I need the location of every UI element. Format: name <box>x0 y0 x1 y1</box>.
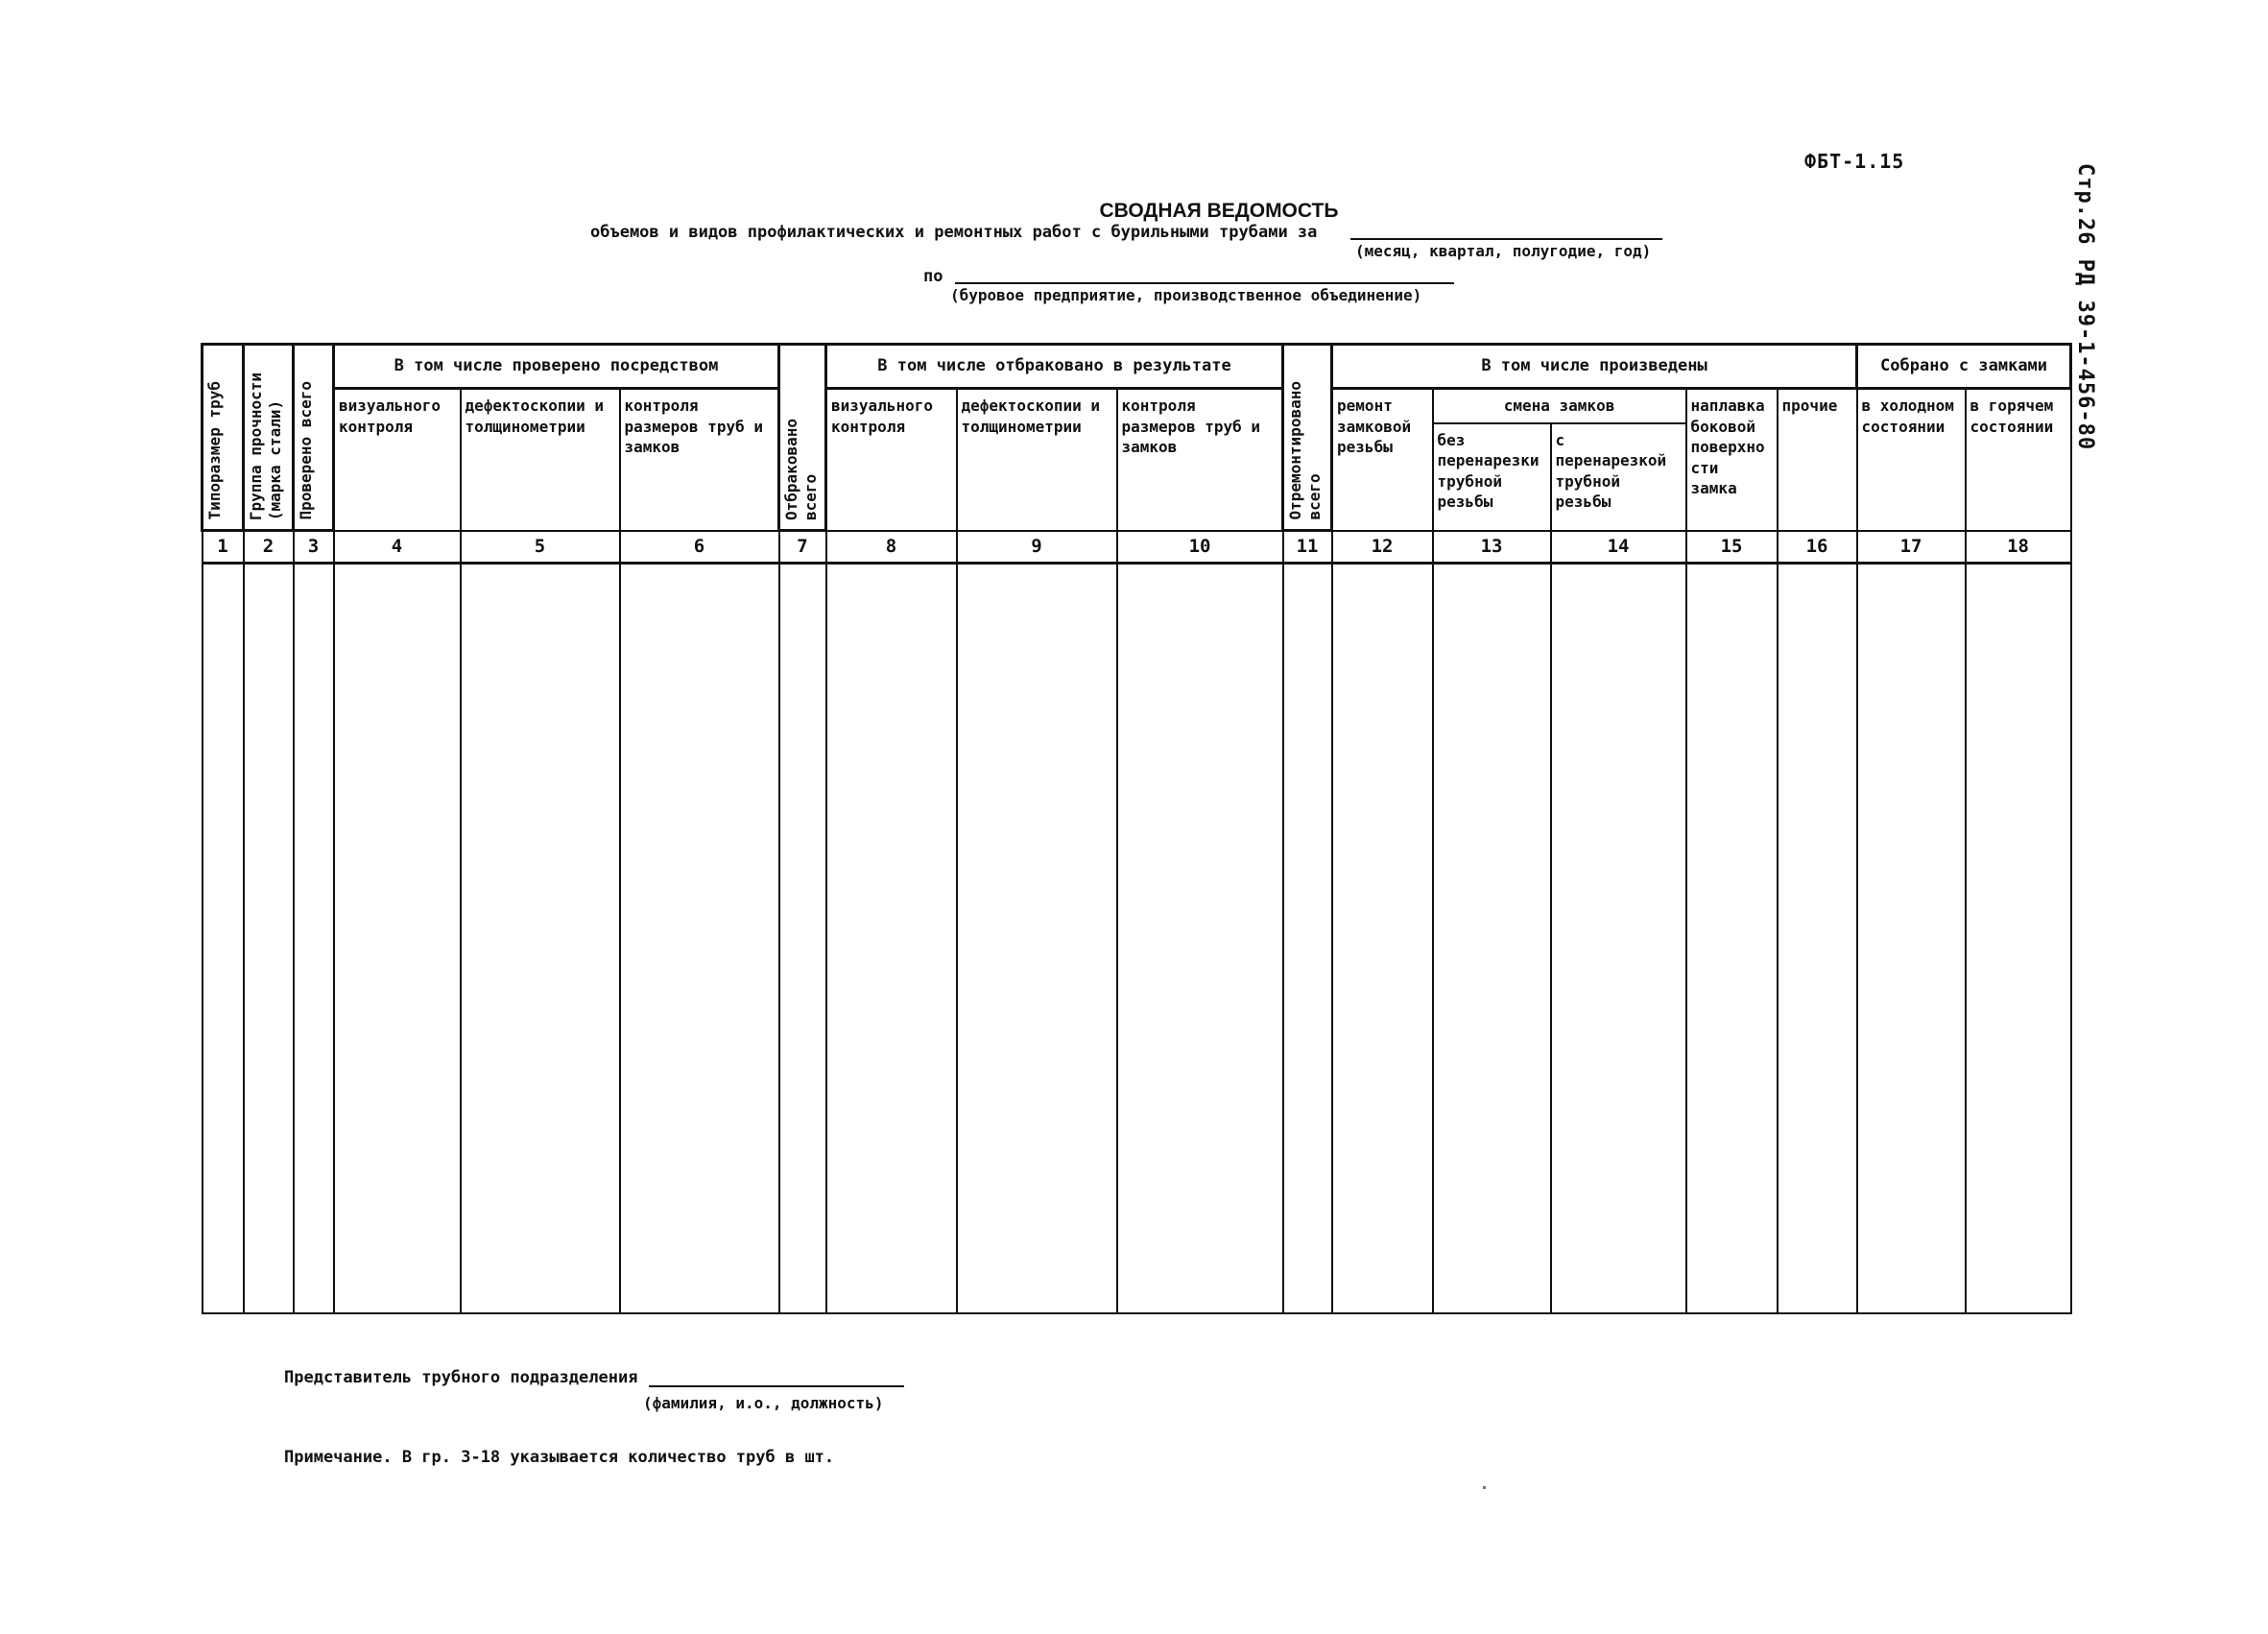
header-group-checked: В том числе проверено посредством <box>334 345 779 389</box>
enterprise-hint: (буровое предприятие, производственное объединение) <box>950 286 1422 304</box>
representative-label: Представитель трубного подразделения <box>284 1368 638 1387</box>
body-cell[interactable] <box>1966 564 2071 1313</box>
body-cell[interactable] <box>244 564 294 1313</box>
side-reference: Стр.26 РД 39-1-456-80 <box>2073 163 2097 451</box>
body-cell[interactable] <box>1551 564 1686 1313</box>
body-cell[interactable] <box>1332 564 1433 1313</box>
header-repaired-total: Отремонтировано всего <box>1283 345 1332 531</box>
col-number: 8 <box>826 531 957 564</box>
col-number: 6 <box>620 531 779 564</box>
body-cell[interactable] <box>203 564 244 1313</box>
col-number: 9 <box>957 531 1117 564</box>
header-visual-reject: визуального контроля <box>826 389 957 531</box>
header-lock-change: смена замков <box>1433 389 1686 423</box>
body-cell[interactable] <box>1283 564 1332 1313</box>
scan-speck <box>1483 1486 1486 1489</box>
col-number: 5 <box>461 531 620 564</box>
body-cell[interactable] <box>1433 564 1551 1313</box>
header-no-rethread: без перенарезки трубной резьбы <box>1433 423 1551 531</box>
body-cell[interactable] <box>957 564 1117 1313</box>
body-cell[interactable] <box>334 564 461 1313</box>
col-number: 16 <box>1778 531 1857 564</box>
col-number: 12 <box>1332 531 1433 564</box>
period-fill-line[interactable] <box>1350 238 1662 240</box>
header-group-rejected: В том числе отбраковано в результате <box>826 345 1283 389</box>
summary-table <box>201 343 2072 1314</box>
col-number: 14 <box>1551 531 1686 564</box>
body-cell[interactable] <box>826 564 957 1313</box>
body-cell[interactable] <box>294 564 334 1313</box>
header-strength-group: Группа прочности (марка стали) <box>244 345 294 531</box>
col-number: 1 <box>203 531 244 564</box>
po-label: по <box>923 267 943 286</box>
header-group-done: В том числе произведены <box>1332 345 1857 389</box>
col-number: 18 <box>1966 531 2071 564</box>
header-hot-state: в горячем состоянии <box>1966 389 2071 531</box>
header-visual-check: визуального контроля <box>334 389 461 531</box>
table-body-row <box>203 564 2071 1313</box>
col-number: 15 <box>1686 531 1778 564</box>
header-cold-state: в холодном состоянии <box>1857 389 1966 531</box>
body-cell[interactable] <box>461 564 620 1313</box>
col-number: 11 <box>1283 531 1332 564</box>
col-number: 7 <box>779 531 826 564</box>
representative-fill-line[interactable] <box>649 1385 904 1387</box>
footnote: Примечание. В гр. 3-18 указывается количество труб в шт. <box>284 1448 835 1467</box>
col-number: 13 <box>1433 531 1551 564</box>
header-other: прочие <box>1778 389 1857 531</box>
body-cell[interactable] <box>1857 564 1966 1313</box>
header-defectoscopy-check: дефектоскопии и толщинометрии <box>461 389 620 531</box>
representative-hint: (фамилия, и.о., должность) <box>643 1394 884 1412</box>
document-title: СВОДНАЯ ВЕДОМОСТЬ <box>1099 200 1339 222</box>
body-cell[interactable] <box>1686 564 1778 1313</box>
header-checked-total: Проверено всего <box>294 345 334 531</box>
body-cell[interactable] <box>779 564 826 1313</box>
col-number: 2 <box>244 531 294 564</box>
header-group-assembled: Собрано с замками <box>1857 345 2071 389</box>
col-number: 17 <box>1857 531 1966 564</box>
document-subtitle: объемов и видов профилактических и ремонтных работ с бурильными трубами за <box>590 223 1318 242</box>
col-number: 10 <box>1117 531 1283 564</box>
body-cell[interactable] <box>620 564 779 1313</box>
header-defectoscopy-reject: дефектоскопии и толщинометрии <box>957 389 1117 531</box>
body-cell[interactable] <box>1117 564 1283 1313</box>
header-side-weld: наплавка боковой поверхности замка <box>1686 389 1778 531</box>
header-pipe-size: Типоразмер труб <box>203 345 244 531</box>
header-size-check: контроля размеров труб и замков <box>620 389 779 531</box>
col-number: 3 <box>294 531 334 564</box>
header-with-rethread: с перенарезкой трубной резьбы <box>1551 423 1686 531</box>
header-thread-repair: ремонт замковой резьбы <box>1332 389 1433 531</box>
column-number-row <box>203 531 2071 564</box>
header-size-reject: контроля размеров труб и замков <box>1117 389 1283 531</box>
body-cell[interactable] <box>1778 564 1857 1313</box>
form-code: ФБТ-1.15 <box>1804 150 1905 173</box>
period-hint: (месяц, квартал, полугодие, год) <box>1355 242 1652 260</box>
enterprise-fill-line[interactable] <box>955 282 1454 284</box>
col-number: 4 <box>334 531 461 564</box>
header-rejected-total: Отбраковано всего <box>779 345 826 531</box>
